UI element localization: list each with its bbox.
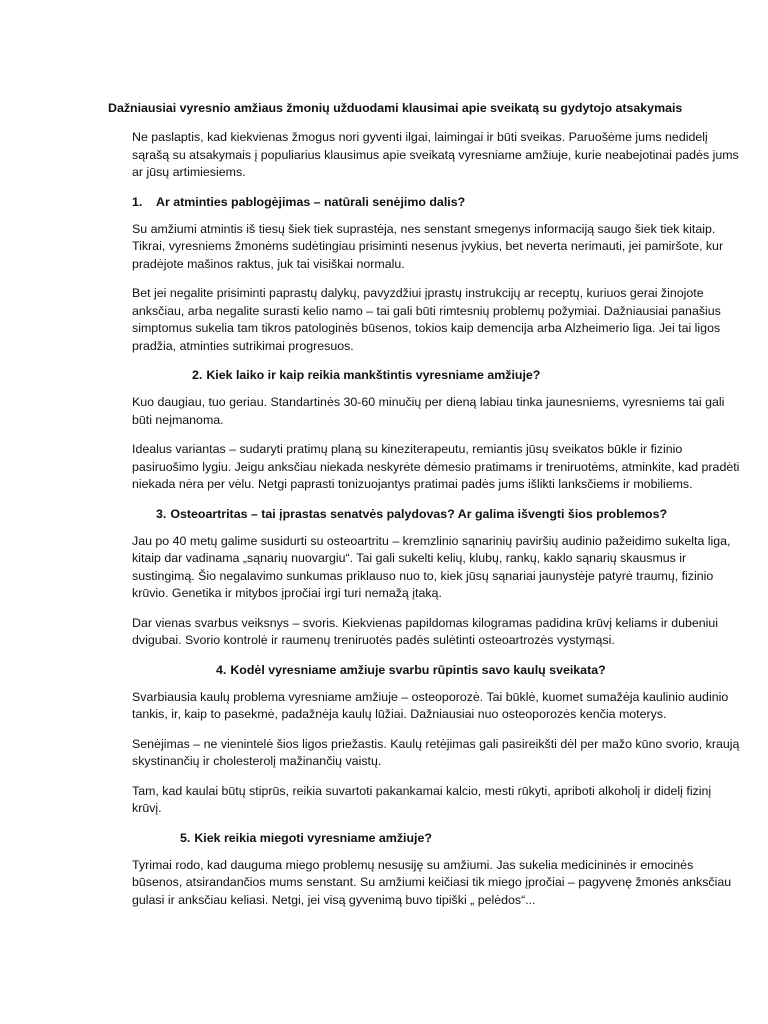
answer-paragraph: Kuo daugiau, tuo geriau. Standartinės 30-60 minučių per dieną labiau tinka jaunesniems, vyresniems tai gali būti neįmanoma. — [132, 395, 725, 427]
question-number: 3. — [156, 506, 167, 521]
question-heading-2 — [132, 367, 740, 384]
question-text: Kiek reikia miegoti vyresniame amžiuje? — [194, 830, 432, 845]
intro-paragraph: Ne paslaptis, kad kiekvienas žmogus nori gyventi ilgai, laimingai ir būti sveikas. Paruošėme jums nedidelį sąrašą su atsakymais į populiarius klausimus apie sveikatą vyresniame amžiuje, kurie neabejotinai padės jums ar jūsų artimiesiems. — [132, 130, 739, 179]
question-text: Kodėl vyresniame amžiuje svarbu rūpintis savo kaulų sveikata? — [230, 662, 606, 677]
answer-paragraph: Senėjimas – ne vienintelė šios ligos priežastis. Kaulų retėjimas gali pasireikšti dėl per mažo kūno svorio, kraują skystinančių ir cholesterolį mažinančių vaistų. — [132, 736, 740, 768]
question-heading-4 — [132, 662, 740, 679]
answer-paragraph: Dar vienas svarbus veiksnys – svoris. Kiekvienas papildomas kilogramas padidina krūvį keliams ir dubeniui dvigubai. Svorio kontrolė ir raumenų treniruotės padės sulėtinti osteoartrozės vystymąsi. — [132, 615, 719, 647]
document-body — [108, 100, 740, 921]
answer-paragraph: Su amžiumi atmintis iš tiesų šiek tiek suprastėja, nes senstant smegenys informaciją saugo šiek tiek kitaip. Tikrai, vyresniems žmonėms sudėtingiau prisiminti nesenus įvykius, bet neverta nerimauti, jei pamiršote, kur pradėjote mašinos raktus, juk tai visiškai normalu. — [132, 221, 724, 271]
question-text: Ar atminties pablogėjimas – natūrali senėjimo dalis? — [156, 194, 466, 209]
answer-paragraph: Idealus variantas – sudaryti pratimų planą su kineziterapeutu, remiantis jūsų sveikatos būkle ir fizinio pasiruošimo lygiu. Jeigu anksčiau niekada neskyrėte dėmesio pratimams ir treniruotėms, atminkite, kad pradėti niekada nėra per vėlu. Netgi paprasti tonizuojantys pratimai padės jums išlikti lanksčiems ir mobiliems. — [132, 442, 740, 491]
question-heading-1 — [132, 194, 740, 211]
answer-paragraph: Svarbiausia kaulų problema vyresniame amžiuje – osteoporozė. Tai būklė, kuomet sumažėja kaulinio audinio tankis, ir, kaip to pasekmė, padažnėja kaulų lūžiai. Dažniausiai nuo osteoporozės kenčia moterys. — [132, 689, 729, 721]
answer-paragraph: Jau po 40 metų galime susidurti su osteoartritu – kremzlinio sąnarinių paviršių audinio pažeidimo sukelta liga, kitaip dar vadinama „sąnarių nuovargiu“. Tai gali sukelti kelių, klubų, rankų, kaklo sąnarių skausmus ir sustingimą. Šio negalavimo sunkumas priklauso nuo to, kiek jūsų sąnariai jaunystėje patyrė traumų, fizinio krūvio. Genetika ir mitybos įpročiai irgi turi nemažą įtaką. — [132, 533, 731, 600]
answer-paragraph: Tam, kad kaulai būtų stiprūs, reikia suvartoti pakankamai kalcio, mesti rūkyti, apriboti alkoholį ir didelį fizinį krūvį. — [132, 783, 712, 815]
question-number: 1. — [132, 194, 143, 209]
question-heading-5 — [132, 830, 740, 847]
question-number: 4. — [216, 662, 227, 677]
question-text: Kiek laiko ir kaip reikia mankštintis vyresniame amžiuje? — [206, 368, 541, 382]
answer-paragraph: Bet jei negalite prisiminti paprastų dalykų, pavyzdžiui įprastų instrukcijų ar receptų, kuriuos gerai žinojote anksčiau, arba negalite surasti kelio namo – tai gali būti rimtesnių problemų požymiai. Dažniausiai panašius simptomus sukelia tam tikros patologinės būsenos, tokios kaip demencija arba Alzheimerio liga. Jei tai ligos pradžia, atminties sutrikimai progresuos. — [132, 286, 721, 353]
answer-paragraph: Tyrimai rodo, kad dauguma miego problemų nesusiję su amžiumi. Jas sukelia medicininės ir emocinės būsenos, atsirandančios mums senstant. Su amžiumi keičiasi tik miego įpročiai – pagyvenę žmonės anksčiau gulasi ir anksčiau keliasi. Netgi, jei visą gyvenimą buvo tipiški „ pelėdos“... — [132, 857, 732, 907]
question-number: 2. — [192, 368, 203, 382]
question-text: Osteoartritas – tai įprastas senatvės palydovas? Ar galima išvengti šios problemos? — [170, 506, 668, 521]
document-title: Dažniausiai vyresnio amžiaus žmonių užduodami klausimai apie sveikatą su gydytojo atsakymais — [108, 101, 683, 115]
question-heading-3 — [132, 506, 740, 523]
question-number: 5. — [180, 830, 191, 845]
